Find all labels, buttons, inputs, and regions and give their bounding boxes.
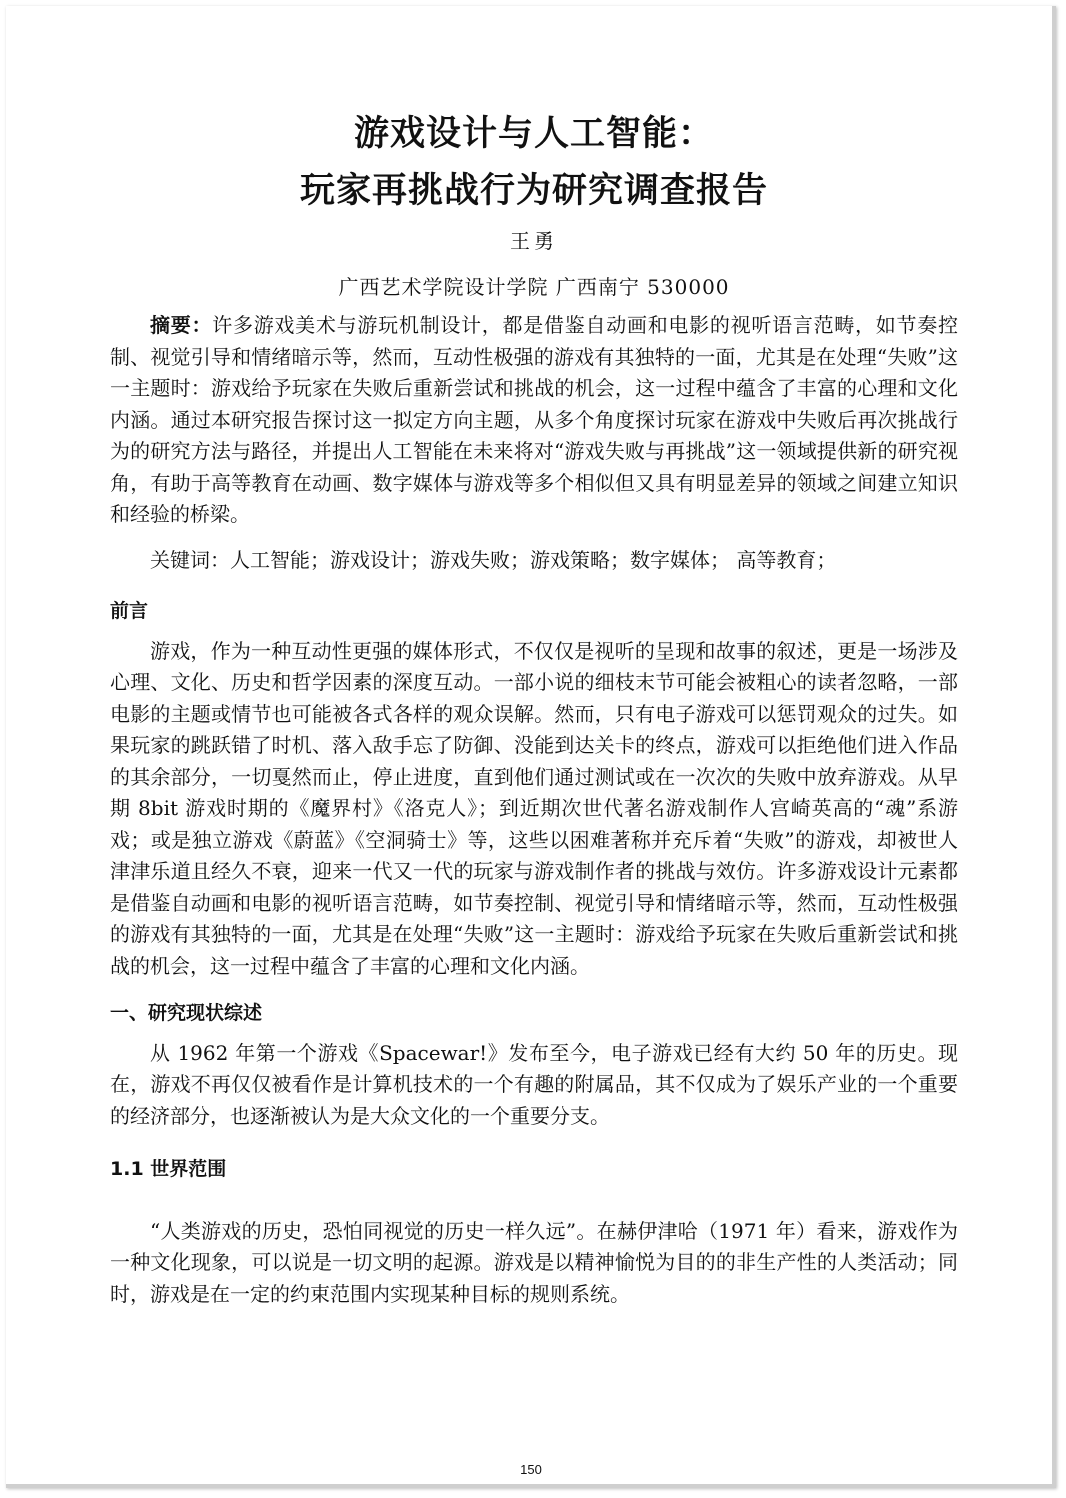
page-number: 150 [520, 1462, 542, 1477]
section-1-1-paragraph: “人类游戏的历史，恐怕同视觉的历史一样久远”。在赫伊津哈（1971 年）看来，游戏作为一种文化现象，可以说是一切文明的起源。游戏是以精神愉悦为目的的非生产性的人类活动；同时，游戏是在一定的约束范围内实现某种目标的规则系统。 [110, 1218, 958, 1306]
paper-author: 王勇 [510, 229, 558, 253]
preface-paragraph: 游戏，作为一种互动性更强的媒体形式，不仅仅是视听的呈现和故事的叙述，更是一场涉及心理、文化、历史和哲学因素的深度互动。一部小说的细枝末节可能会被粗心的读者忽略，一部电影的主题或情节也可能被各式各样的观众误解。然而，只有电子游戏可以惩罚观众的过失。如果玩家的跳跃错了时机、落入敌手忘了防御、没能到达关卡的终点，游戏可以拒绝他们进入作品的其余部分，一切戛然而止，停止进度，直到他们通过测试或在一次次的失败中放弃游戏。从早期 8bit 游戏时期的《魔界村》《洛克人》；到近期次世代著名游戏制作人宫崎英高的“魂”系游戏；或是独立游戏《蔚蓝》《空洞骑士》等，这些以困难著称并充斥着“失败”的游戏，却被世人津津乐道且经久不衰，迎来一代又一代的玩家与游戏制作者的挑战与效仿。许多游戏设计元素都是借鉴自动画和电影的视听语言范畴，如节奏控制、视觉引导和情绪暗示等，然而，互动性极强的游戏有其独特的一面，尤其是在处理“失败”这一主题时：游戏给予玩家在失败后重新尝试和挑战的机会，这一过程中蕴含了丰富的心理和文化内涵。 [110, 638, 958, 978]
paper-title-line-2: 玩家再挑战行为研究调查报告 [299, 171, 768, 211]
abstract-label: 摘要： [150, 313, 213, 337]
section-1-heading: 一、研究现状综述 [110, 1002, 263, 1024]
keywords-line: 关键词：人工智能；游戏设计；游戏失败；游戏策略；数字媒体； 高等教育； [150, 547, 837, 572]
section-1-paragraph: 从 1962 年第一个游戏《Spacewar!》发布至今，电子游戏已经有大约 50 年的历史。现在，游戏不再仅仅被看作是计算机技术的一个有趣的附属品，其不仅成为了娱乐产业的一个重要的经济部分，也逐渐被认为是大众文化的一个重要分支。 [110, 1040, 958, 1128]
preface-heading: 前言 [110, 600, 149, 622]
document-page [6, 6, 1056, 1488]
abstract-paragraph [110, 310, 958, 531]
section-1-1-heading: 1.1 世界范围 [110, 1158, 227, 1180]
abstract-text: 许多游戏美术与游玩机制设计，都是借鉴自动画和电影的视听语言范畴，如节奏控制、视觉引导和情绪暗示等，然而，互动性极强的游戏有其独特的一面，尤其是在处理“失败”这一主题时：游戏给予玩家在失败后重新尝试和挑战的机会，这一过程中蕴含了丰富的心理和文化内涵。通过本研究报告探讨这一拟定方向主题，从多个角度探讨玩家在游戏中失败后再次挑战行为的研究方法与路径，并提出人工智能在未来将对“游戏失败与再挑战”这一领域提供新的研究视角，有助于高等教育在动画、数字媒体与游戏等多个相似但又具有明显差异的领域之间建立知识和经验的桥梁。 [110, 313, 959, 526]
paper-affiliation: 广西艺术学院设计学院 广西南宁 530000 [338, 275, 730, 299]
paper-title-line-1: 游戏设计与人工智能： [353, 114, 714, 154]
page-content [110, 106, 958, 1310]
